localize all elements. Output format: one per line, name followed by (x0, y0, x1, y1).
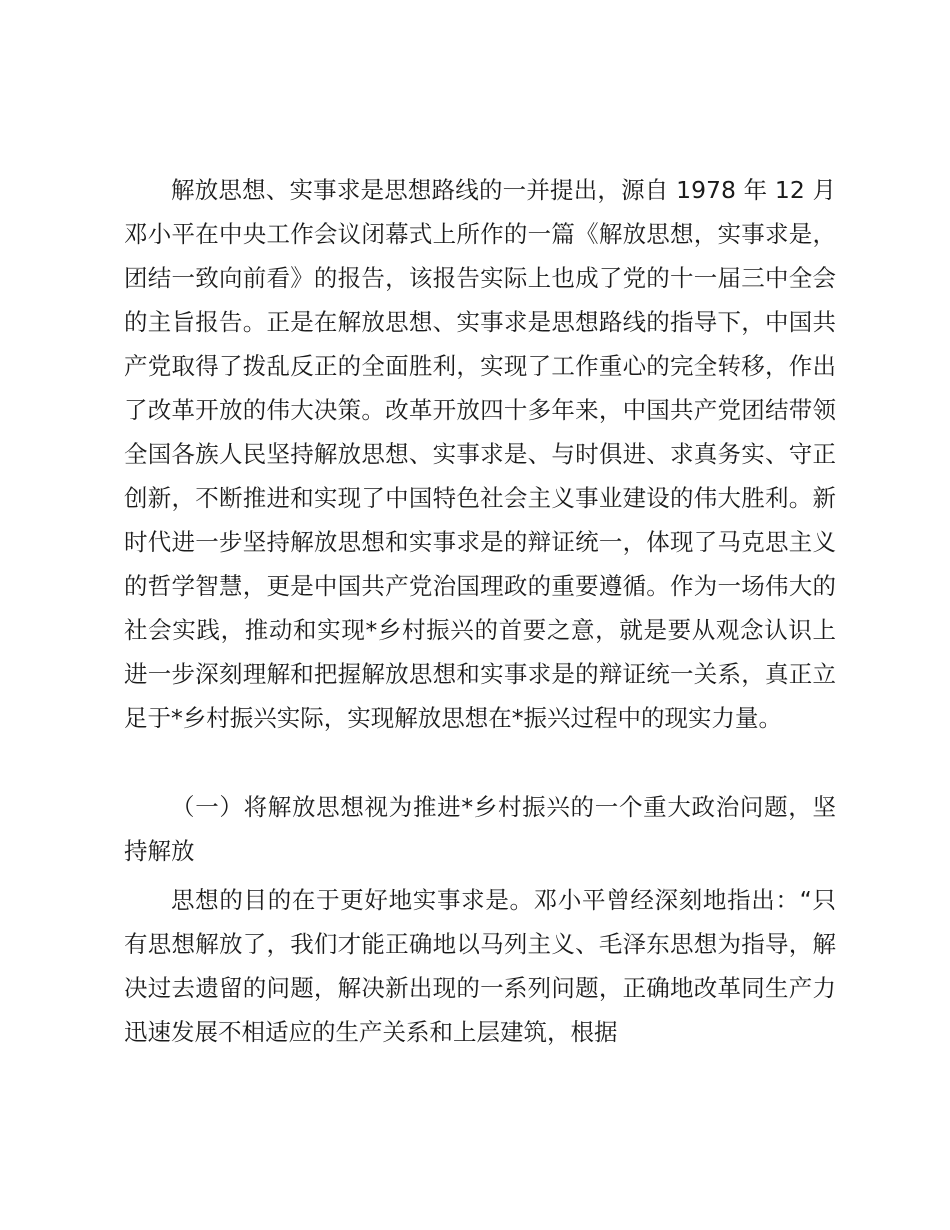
section-heading-1: （一）将解放思想视为推进*乡村振兴的一个重大政治问题，坚持解放 (124, 793, 836, 865)
body-paragraph-section-1: 思想的目的在于更好地实事求是。邓小平曾经深刻地指出：“只有思想解放了，我们才能正确地以马列主义、毛泽东思想为指导，解决过去遗留的问题，解决新出现的一系列问题，正确地改革同生产力迅速发展不相适应的生产关系和上层建筑，根据 (124, 886, 836, 1046)
body-paragraph-intro: 解放思想、实事求是思想路线的一并提出，源自 1978 年 12 月邓小平在中央工作会议闭幕式上所作的一篇《解放思想，实事求是，团结一致向前看》的报告，该报告实际上也成了党的十一届三中全会的主旨报告。正是在解放思想、实事求是思想路线的指导下，中国共产党取得了拨乱反正的全面胜利，实现了工作重心的完全转移，作出了改革开放的伟大决策。改革开放四十多年来，中国共产党团结带领全国各族人民坚持解放思想、实事求是、与时俱进、求真务实、守正创新，不断推进和实现了中国特色社会主义事业建设的伟大胜利。新时代进一步坚持解放思想和实事求是的辩证统一，体现了马克思主义的哲学智慧，更是中国共产党治国理政的重要遵循。作为一场伟大的社会实践，推动和实现*乡村振兴的首要之意，就是要从观念认识上进一步深刻理解和把握解放思想和实事求是的辩证统一关系，真正立足于*乡村振兴实际，实现解放思想在*振兴过程中的现实力量。 (124, 176, 836, 732)
